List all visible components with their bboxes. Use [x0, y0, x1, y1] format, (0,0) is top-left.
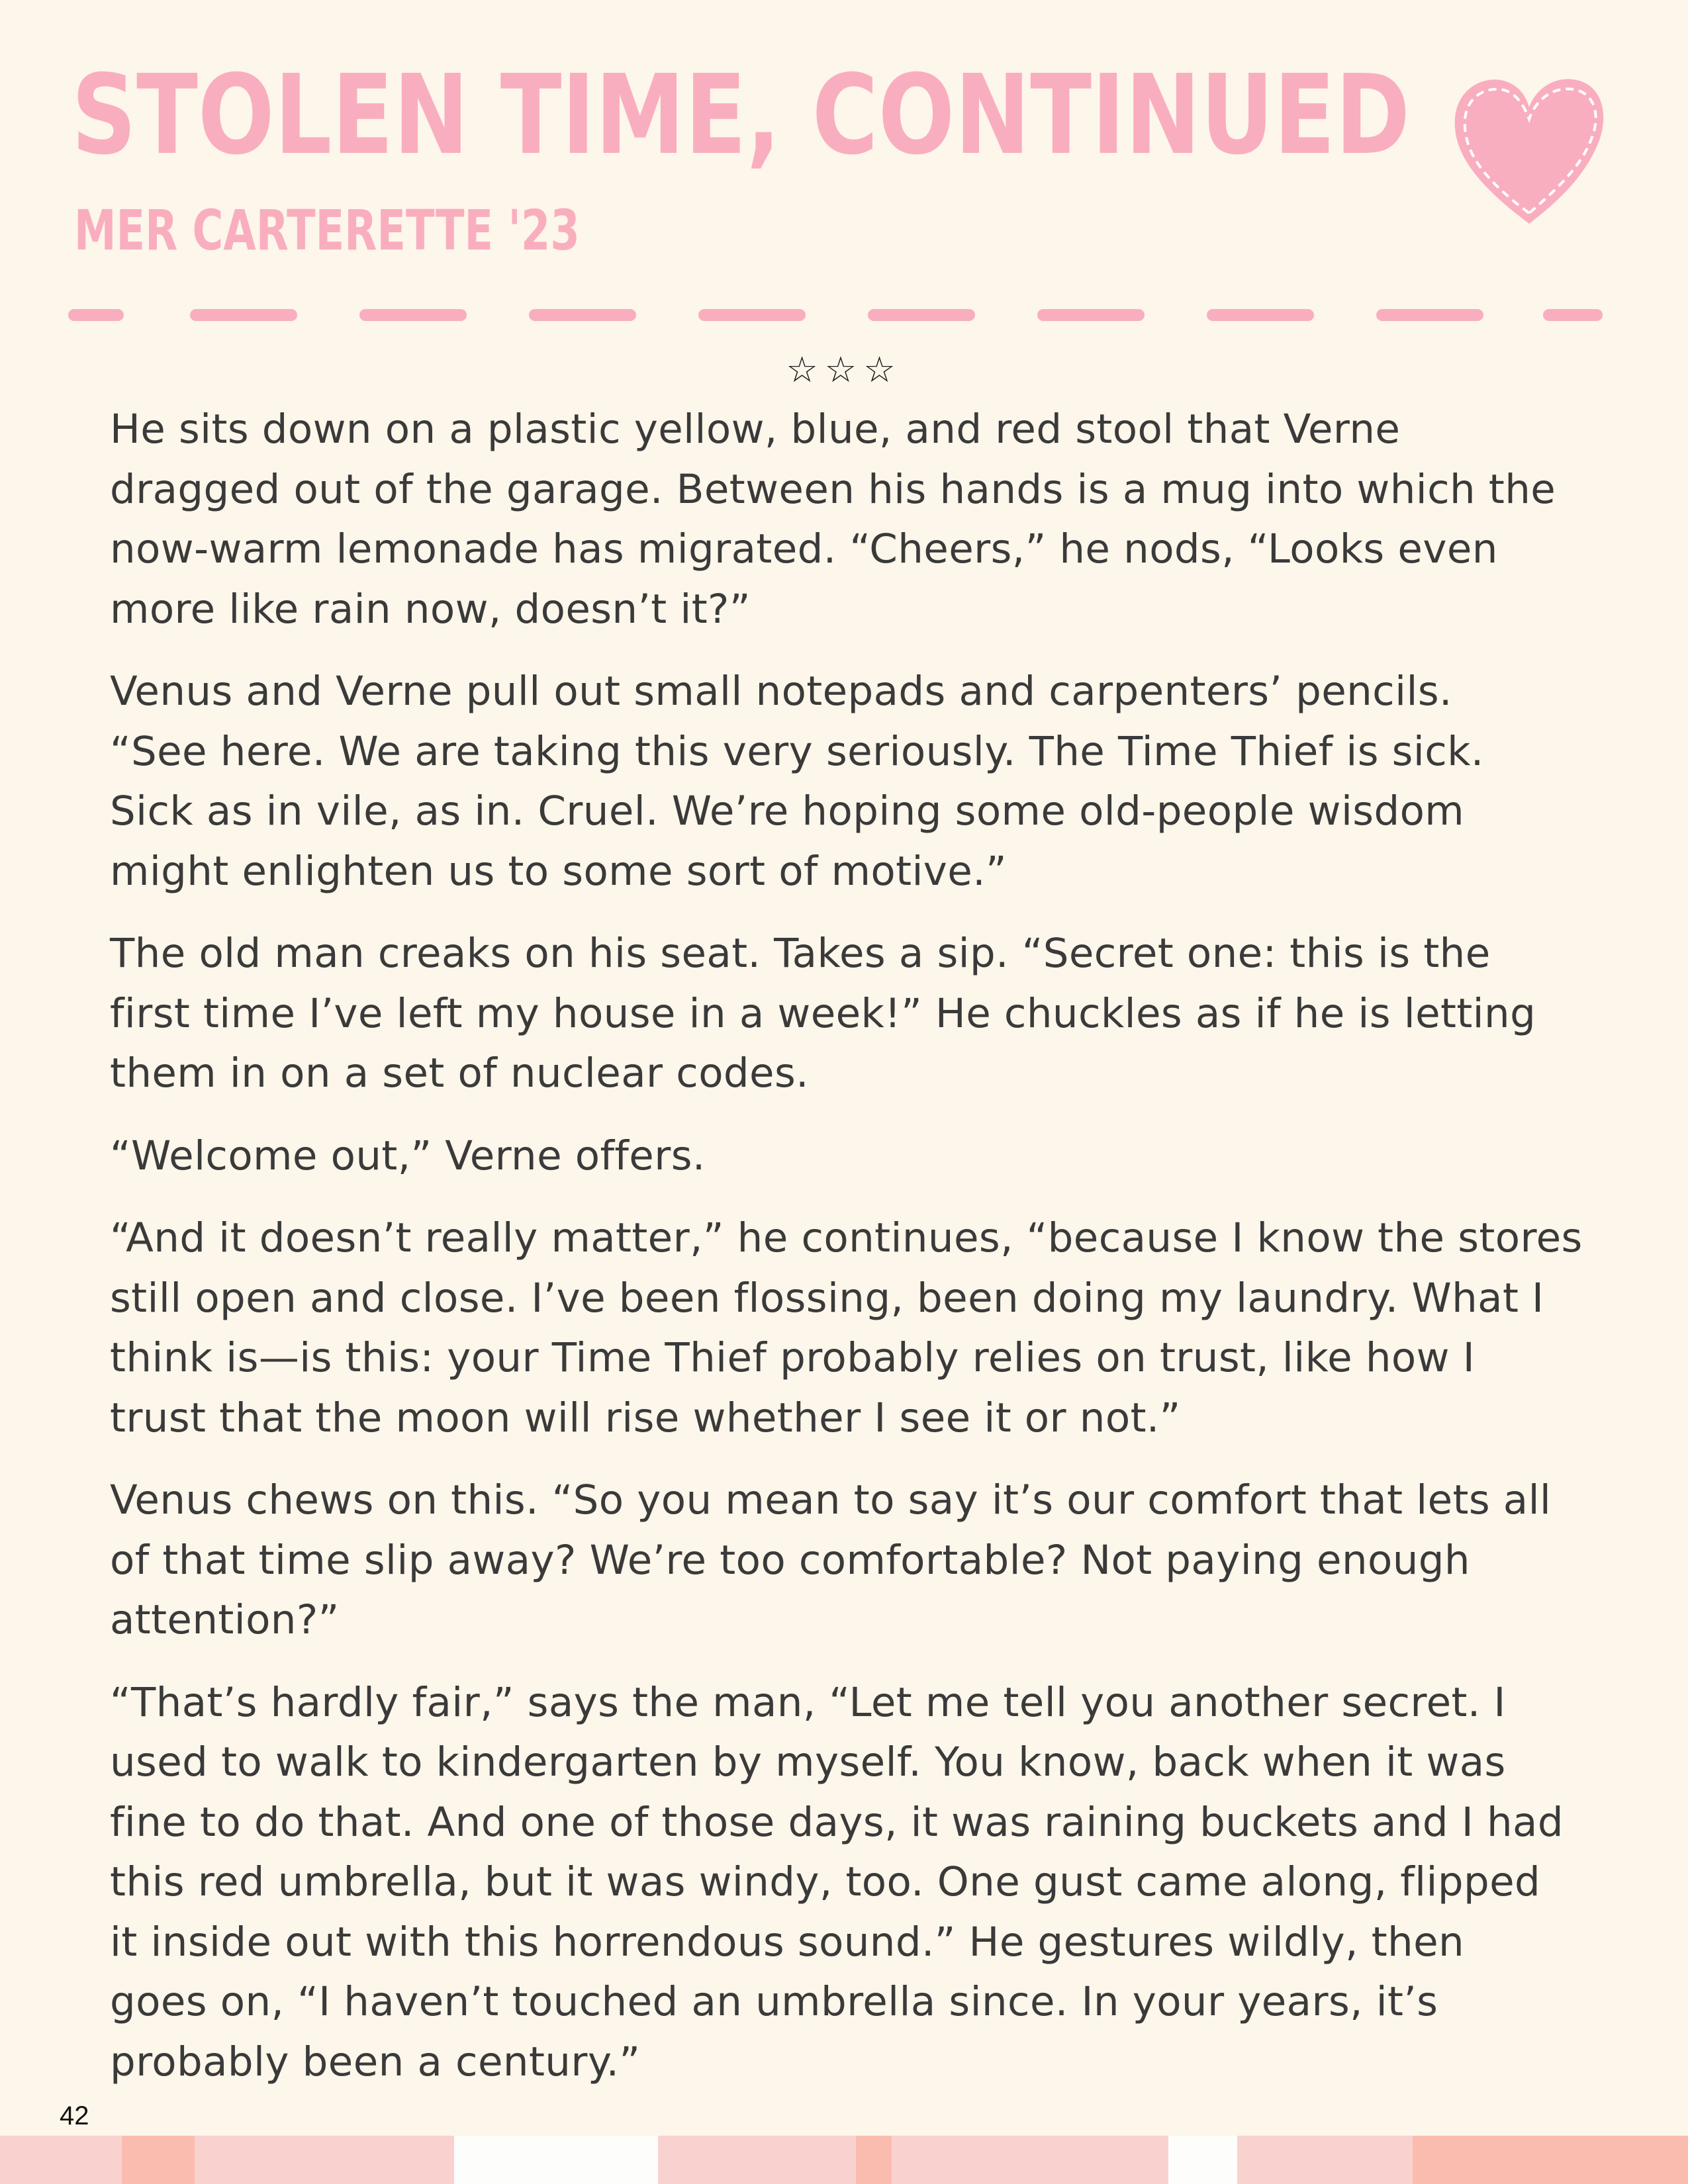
story-line: them in on a set of nuclear codes. [110, 1050, 809, 1097]
story-line: probably been a century.” [110, 2038, 641, 2085]
footer-color-block [1413, 2136, 1688, 2184]
star-separator: ☆☆☆ [786, 349, 902, 390]
footer-color-block [856, 2136, 892, 2184]
story-line: used to walk to kindergarten by myself. You know, back when it was [110, 1739, 1506, 1786]
footer-color-block [195, 2136, 454, 2184]
story-paragraph [110, 1208, 1626, 1448]
footer-color-band [0, 2136, 1688, 2184]
story-paragraph [110, 662, 1626, 901]
story-line: goes on, “I haven’t touched an umbrella since. In your years, it’s [110, 1978, 1438, 2025]
story-line: first time I’ve left my house in a week!” He chuckles as if he is letting [110, 989, 1536, 1037]
footer-color-block [1237, 2136, 1413, 2184]
story-line: it inside out with this horrendous sound.” He gestures wildly, then [110, 1918, 1465, 1966]
story-line: still open and close. I’ve been flossing, been doing my laundry. What I [110, 1274, 1544, 1322]
story-paragraph [110, 1673, 1626, 2093]
footer-color-block [122, 2136, 195, 2184]
story-line: “See here. We are taking this very seriously. The Time Thief is sick. [110, 727, 1484, 775]
story-line: now-warm lemonade has migrated. “Cheers,” he nods, “Looks even [110, 525, 1498, 572]
footer-color-block [1168, 2136, 1237, 2184]
story-line: “And it doesn’t really matter,” he continues, “because I know the stores [110, 1214, 1583, 1261]
story-line: He sits down on a plastic yellow, blue, and red stool that Verne [110, 406, 1401, 453]
page-title: STOLEN TIME, CONTINUED [71, 52, 1411, 179]
story-paragraph [110, 400, 1626, 639]
story-line: Venus and Verne pull out small notepads and carpenters’ pencils. [110, 668, 1452, 715]
footer-color-block [454, 2136, 658, 2184]
story-line: dragged out of the garage. Between his hands is a mug into which the [110, 465, 1556, 513]
story-line: The old man creaks on his seat. Takes a sip. “Secret one: this is the [110, 930, 1491, 977]
page-number: 42 [60, 2101, 89, 2130]
story-line: trust that the moon will rise whether I see it or not.” [110, 1394, 1181, 1441]
footer-color-block [0, 2136, 122, 2184]
story-line: more like rain now, doesn’t it?” [110, 585, 751, 633]
story-paragraph [110, 1126, 1626, 1187]
story-line: of that time slip away? We’re too comfortable? Not paying enough [110, 1536, 1470, 1584]
story-line: Sick as in vile, as in. Cruel. We’re hoping some old-people wisdom [110, 788, 1465, 835]
story-line: Venus chews on this. “So you mean to say it’s our comfort that lets all [110, 1477, 1552, 1524]
author-byline: MER CARTERETTE '23 [74, 198, 580, 263]
story-line: might enlighten us to some sort of motive.” [110, 847, 1008, 895]
story-line: “That’s hardly fair,” says the man, “Let me tell you another secret. I [110, 1678, 1506, 1726]
story-line: attention?” [110, 1596, 340, 1643]
footer-color-block [658, 2136, 856, 2184]
story-paragraph [110, 1471, 1626, 1651]
footer-color-block [892, 2136, 1168, 2184]
story-line: fine to do that. And one of those days, it was raining buckets and I had [110, 1798, 1564, 1846]
story-body [110, 400, 1626, 2115]
story-paragraph [110, 924, 1626, 1104]
story-line: “Welcome out,” Verne offers. [110, 1132, 706, 1179]
dashed-divider [66, 305, 1605, 325]
story-line: this red umbrella, but it was windy, too. One gust came along, flipped [110, 1858, 1541, 1905]
stitched-heart-icon [1450, 66, 1609, 232]
story-line: think is—is this: your Time Thief probably relies on trust, like how I [110, 1334, 1476, 1381]
